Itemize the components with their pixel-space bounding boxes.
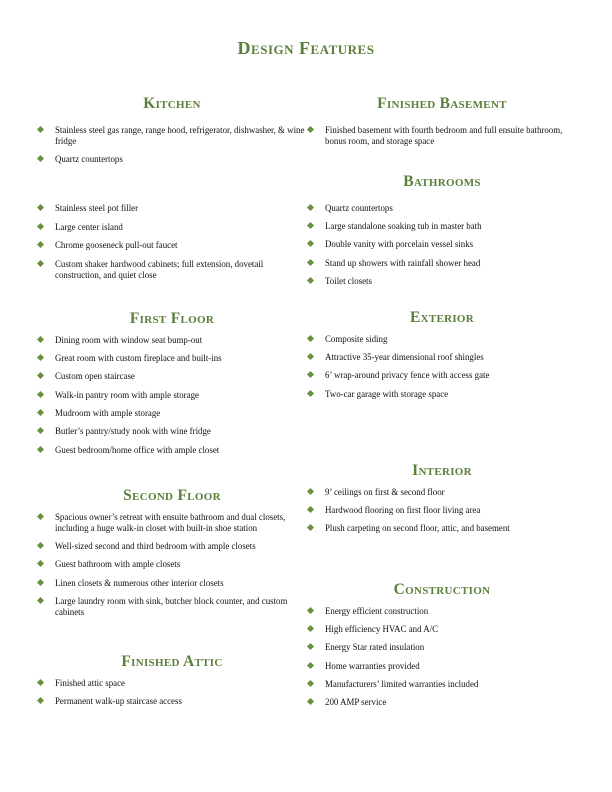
diamond-bullet-icon — [37, 372, 44, 379]
diamond-bullet-icon — [37, 427, 44, 434]
section-heading-second-floor: Second Floor — [123, 487, 221, 504]
diamond-bullet-icon — [37, 579, 44, 586]
list-item — [308, 125, 576, 147]
list-item — [38, 240, 306, 251]
diamond-bullet-icon — [307, 259, 314, 266]
page-title: Design Features — [237, 38, 375, 58]
list-item — [38, 335, 306, 346]
section-heading-kitchen: Kitchen — [143, 95, 201, 112]
list-item — [38, 578, 306, 589]
section-finished-attic — [38, 654, 306, 707]
list-item-text: Large laundry room with sink, butcher block counter, and custom cabinets — [55, 596, 288, 618]
diamond-bullet-icon — [37, 560, 44, 567]
interior-list — [308, 487, 576, 535]
section-heading-exterior: Exterior — [409, 309, 475, 326]
diamond-bullet-icon — [307, 371, 314, 378]
section-second-floor — [38, 488, 306, 618]
list-item — [308, 679, 576, 690]
kitchen-list-a — [38, 125, 306, 165]
diamond-bullet-icon — [307, 203, 314, 210]
list-item — [38, 408, 306, 419]
diamond-bullet-icon — [307, 680, 314, 687]
diamond-bullet-icon — [307, 487, 314, 494]
list-item — [308, 203, 576, 214]
list-item-text: Mudroom with ample storage — [55, 408, 161, 419]
diamond-bullet-icon — [307, 606, 314, 613]
list-item-text: Quartz countertops — [325, 202, 393, 213]
list-item — [308, 487, 576, 498]
list-item — [308, 624, 576, 635]
list-item-text: Chrome gooseneck pull-out faucet — [55, 240, 178, 251]
section-exterior — [308, 310, 576, 400]
diamond-bullet-icon — [37, 597, 44, 604]
list-item — [308, 276, 576, 287]
list-item — [308, 334, 576, 345]
diamond-bullet-icon — [37, 697, 44, 704]
diamond-bullet-icon — [307, 662, 314, 669]
list-item — [38, 390, 306, 401]
section-heading-first-floor: First Floor — [129, 310, 215, 327]
list-item-text: Permanent walk-up staircase access — [55, 695, 182, 706]
list-item-text: Large standalone soaking tub in master bath — [325, 220, 482, 231]
diamond-bullet-icon — [307, 506, 314, 513]
list-item-text: Butler’s pantry/study nook with wine fridge — [55, 426, 211, 437]
list-item-text: Home warranties provided — [325, 660, 420, 671]
diamond-bullet-icon — [307, 353, 314, 360]
list-item-text: Great room with custom fireplace and built-ins — [55, 352, 222, 363]
list-item — [38, 353, 306, 364]
list-item — [308, 221, 576, 232]
diamond-bullet-icon — [307, 524, 314, 531]
list-item-text: Dining room with window seat bump-out — [55, 334, 203, 345]
list-item — [308, 258, 576, 269]
kitchen-list-b — [38, 203, 306, 280]
section-kitchen-continued — [38, 196, 306, 281]
diamond-bullet-icon — [37, 241, 44, 248]
section-heading-construction: Construction — [393, 581, 491, 598]
list-item-text: Walk-in pantry room with ample storage — [55, 389, 199, 400]
list-item-text: Custom shaker hardwood cabinets; full extension, dovetail construction, and quiet close — [55, 258, 264, 280]
list-item-text: Stand up showers with rainfall shower head — [325, 257, 481, 268]
list-item — [38, 541, 306, 552]
diamond-bullet-icon — [307, 125, 314, 132]
list-item-text: Large center island — [55, 221, 123, 232]
list-item — [308, 523, 576, 534]
list-item-text: Quartz countertops — [55, 153, 123, 164]
diamond-bullet-icon — [37, 409, 44, 416]
list-item — [38, 371, 306, 382]
list-item-text: 9’ ceilings on first & second floor — [325, 486, 445, 497]
diamond-bullet-icon — [37, 204, 44, 211]
list-item — [38, 125, 306, 147]
list-item-text: Two-car garage with storage space — [325, 388, 449, 399]
list-item — [38, 259, 306, 281]
list-item — [308, 661, 576, 672]
list-item-text: Toilet closets — [325, 276, 372, 287]
list-item — [308, 606, 576, 617]
section-heading-finished-attic: Finished Attic — [121, 653, 223, 670]
list-item-text: Energy efficient construction — [325, 605, 429, 616]
list-item — [38, 203, 306, 214]
diamond-bullet-icon — [307, 277, 314, 284]
list-item — [308, 370, 576, 381]
list-item — [38, 426, 306, 437]
section-interior — [308, 463, 576, 534]
diamond-bullet-icon — [37, 125, 44, 132]
diamond-bullet-icon — [307, 334, 314, 341]
list-item-text: 200 AMP service — [325, 697, 387, 708]
list-item-text: 6’ wrap-around privacy fence with access gate — [325, 370, 490, 381]
first-floor-list — [38, 335, 306, 456]
section-construction — [308, 582, 576, 708]
diamond-bullet-icon — [37, 542, 44, 549]
list-item-text: Composite siding — [325, 333, 388, 344]
list-item-text: Custom open staircase — [55, 371, 135, 382]
exterior-list — [308, 334, 576, 400]
list-item-text: Spacious owner’s retreat with ensuite bathroom and dual closets, including a huge walk-in closet with built-in shoe station — [55, 511, 286, 533]
section-bathrooms — [308, 174, 576, 287]
diamond-bullet-icon — [307, 390, 314, 397]
section-finished-basement — [308, 96, 576, 147]
diamond-bullet-icon — [307, 222, 314, 229]
list-item — [38, 678, 306, 689]
list-item-text: Finished basement with fourth bedroom and full ensuite bathroom, bonus room, and storage space — [325, 124, 563, 146]
list-item-text: Stainless steel pot filler — [55, 203, 139, 214]
bathrooms-list — [308, 203, 576, 288]
list-item-text: Finished attic space — [55, 677, 125, 688]
diamond-bullet-icon — [37, 446, 44, 453]
list-item-text: Manufacturers’ limited warranties included — [325, 679, 479, 690]
diamond-bullet-icon — [307, 698, 314, 705]
list-item-text: Plush carpeting on second floor, attic, and basement — [325, 523, 510, 534]
list-item-text: Guest bedroom/home office with ample closet — [55, 444, 220, 455]
list-item — [38, 559, 306, 570]
diamond-bullet-icon — [37, 391, 44, 398]
list-item — [308, 389, 576, 400]
list-item — [308, 642, 576, 653]
list-item-text: Stainless steel gas range, range hood, refrigerator, dishwasher, & wine fridge — [55, 124, 305, 146]
section-heading-finished-basement: Finished Basement — [377, 95, 507, 112]
list-item — [308, 239, 576, 250]
second-floor-list — [38, 512, 306, 619]
list-item — [308, 697, 576, 708]
list-item-text: Linen closets & numerous other interior closets — [55, 577, 224, 588]
finished-basement-list — [308, 125, 576, 147]
list-item — [308, 352, 576, 363]
finished-attic-list — [38, 678, 306, 707]
construction-list — [308, 606, 576, 709]
diamond-bullet-icon — [37, 223, 44, 230]
list-item — [308, 505, 576, 516]
list-item — [38, 512, 306, 534]
list-item — [38, 696, 306, 707]
section-heading-bathrooms: Bathrooms — [403, 173, 481, 190]
diamond-bullet-icon — [37, 354, 44, 361]
diamond-bullet-icon — [307, 240, 314, 247]
list-item-text: Double vanity with porcelain vessel sinks — [325, 239, 474, 250]
list-item-text: Hardwood flooring on first floor living area — [325, 504, 481, 515]
list-item-text: Guest bathroom with ample closets — [55, 559, 181, 570]
diamond-bullet-icon — [307, 643, 314, 650]
list-item — [38, 222, 306, 233]
diamond-bullet-icon — [37, 678, 44, 685]
diamond-bullet-icon — [37, 512, 44, 519]
diamond-bullet-icon — [37, 260, 44, 267]
diamond-bullet-icon — [307, 625, 314, 632]
list-item-text: Energy Star rated insulation — [325, 642, 425, 653]
list-item-text: Attractive 35-year dimensional roof shingles — [325, 351, 484, 362]
list-item — [38, 154, 306, 165]
diamond-bullet-icon — [37, 335, 44, 342]
section-first-floor — [38, 311, 306, 456]
list-item-text: High efficiency HVAC and A/C — [325, 623, 439, 634]
list-item — [38, 445, 306, 456]
list-item-text: Well-sized second and third bedroom with ample closets — [55, 540, 256, 551]
section-heading-interior: Interior — [412, 462, 472, 479]
section-kitchen — [38, 96, 306, 165]
list-item — [38, 596, 306, 618]
diamond-bullet-icon — [37, 155, 44, 162]
